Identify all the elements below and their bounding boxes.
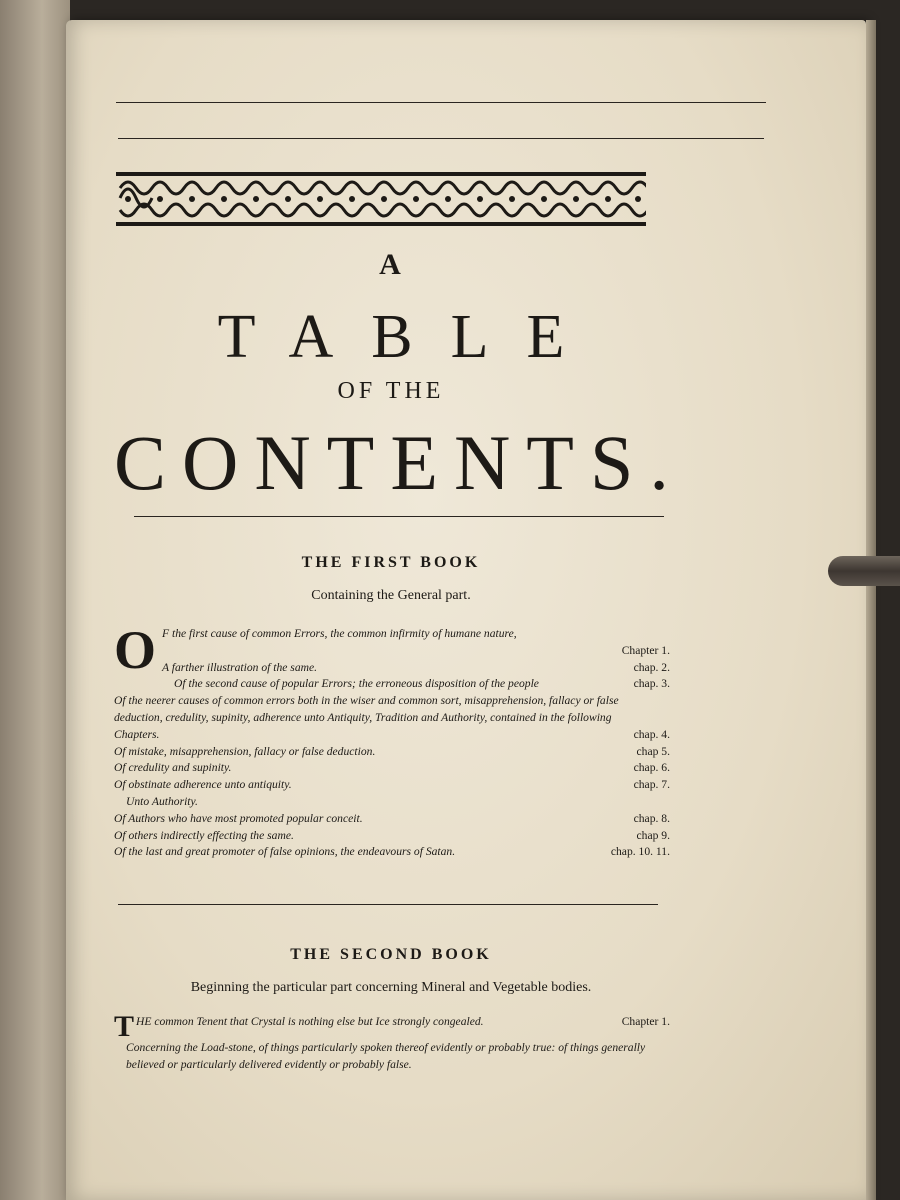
entry-text: Of the second cause of popular Errors; the erroneous disposition of the people	[174, 677, 539, 691]
entry-chapter: chap. 6.	[633, 761, 670, 775]
title-line-contents: CONTENTS.	[114, 419, 685, 506]
top-rule-2	[118, 138, 764, 139]
dropcap: O	[114, 620, 157, 680]
title-bottom-rule	[134, 516, 664, 517]
list-item	[114, 744, 670, 761]
list-item	[114, 794, 670, 811]
entry-chapter: chap. 3.	[633, 677, 670, 691]
book1-entries	[114, 620, 670, 861]
facing-page-edge	[0, 0, 70, 1200]
book1-bottom-rule	[118, 904, 658, 905]
entry-text: F the first cause of common Errors, the common infirmity of humane nature,	[162, 627, 517, 640]
list-item	[114, 1040, 670, 1074]
list-item	[114, 693, 670, 743]
entry-chapter: Chapter 1.	[621, 643, 670, 657]
entry-text: Of mistake, misapprehension, fallacy or false deduction.	[114, 744, 376, 758]
entry-text: Unto Authority.	[126, 794, 198, 808]
title-line-of-the: OF THE	[337, 378, 445, 404]
entry-text: Concerning the Load-stone, of things particularly spoken thereof evidently or probably true: of things generally believed or particularly delivered evidently or probably false.	[126, 1041, 646, 1071]
entry-chapter: chap. 10. 11.	[610, 845, 670, 859]
entry-text: Of obstinate adherence unto antiquity.	[114, 778, 292, 792]
entry-text: A farther illustration of the same.	[162, 660, 318, 674]
top-rule-1	[116, 102, 766, 103]
bookmark-ribbon	[828, 556, 900, 586]
title-line-table: TABLE	[217, 303, 603, 371]
list-item	[114, 828, 670, 845]
entry-text-body: HE common Tenent that Crystal is nothing else but Ice strongly congealed.	[136, 1015, 484, 1028]
entry-chapter: chap. 4.	[633, 727, 670, 741]
list-item	[114, 676, 670, 693]
book2-subheading: Beginning the particular part concerning Mineral and Vegetable bodies.	[190, 980, 592, 995]
list-item	[114, 1010, 670, 1043]
list-item	[114, 777, 670, 794]
entry-text	[114, 1010, 614, 1043]
list-item	[114, 760, 670, 777]
book1-heading: THE FIRST BOOK	[301, 554, 481, 571]
book2-heading: THE SECOND BOOK	[290, 946, 492, 963]
entry-chapter: chap. 2.	[633, 660, 670, 674]
entry-chapter: chap. 8.	[633, 811, 670, 825]
entry-chapter: chap 9.	[636, 828, 670, 842]
list-item	[114, 811, 670, 828]
list-item	[162, 660, 670, 677]
book-page	[66, 20, 866, 1200]
entry-text: Of the neerer causes of common errors both in the wiser and common sort, misapprehension, fallacy or false deduction, credulity, supinity, adherence unto Antiquity, Tradition and Authority, contained in the following Chapters.	[114, 694, 619, 741]
ornament-band	[116, 170, 646, 228]
entry-chapter: chap 5.	[636, 744, 670, 758]
entry-chapter: chap. 7.	[633, 778, 670, 792]
dropcap: T	[114, 1010, 135, 1043]
entry-text: Of credulity and supinity.	[114, 761, 232, 775]
page-fore-edge	[866, 20, 876, 1200]
title-line-a: A	[379, 248, 403, 281]
entry-text: Of others indirectly effecting the same.	[114, 828, 294, 842]
book2-entries	[114, 1010, 670, 1074]
list-item	[114, 844, 670, 861]
entry-text: Of Authors who have most promoted popular conceit.	[114, 811, 363, 825]
entry-chapter: Chapter 1.	[621, 1015, 670, 1028]
entry-text: Of the last and great promoter of false opinions, the endeavours of Satan.	[114, 845, 456, 859]
book1-subheading: Containing the General part.	[311, 588, 471, 603]
